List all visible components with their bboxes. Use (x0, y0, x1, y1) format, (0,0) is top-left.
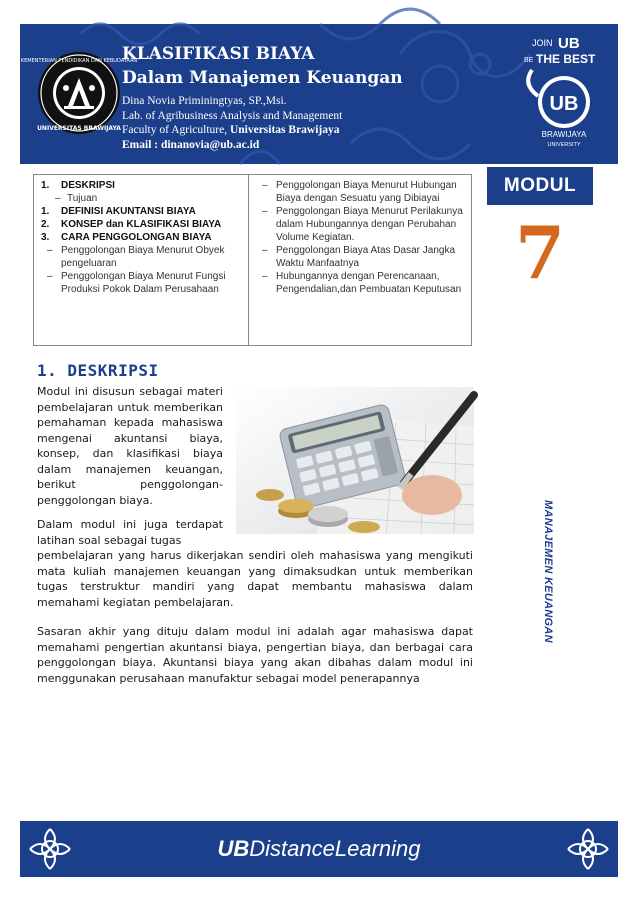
toc-divider (248, 175, 249, 345)
brand-distance-learning: DistanceLearning (249, 836, 421, 861)
toc-item: – Penggolongan Biaya Atas Dasar Jangka Waktu Manfaatnya (256, 244, 466, 270)
toc-item: – Penggolongan Biaya Menurut Fungsi Produksi Pokok Dalam Perusahaan (41, 270, 241, 296)
join-ub-logo (502, 32, 598, 150)
header-banner (20, 24, 618, 164)
title-line-2: Dalam Manajemen Keuangan (122, 68, 403, 88)
svg-text:BRAWIJAYA: BRAWIJAYA (541, 130, 587, 139)
svg-text:UNIVERSITY: UNIVERSITY (547, 142, 581, 148)
modul-number: 7 (514, 210, 566, 295)
toc-item-number: 1. (41, 206, 50, 217)
author-email: Email : dinanovia@ub.ac.id (122, 138, 260, 151)
faculty-line: Faculty of Agriculture, Universitas Brawijaya (122, 124, 340, 136)
footer-banner (20, 821, 618, 877)
author-name: Dina Novia Priminingtyas, SP.,Msi. (122, 95, 287, 107)
paragraph-intro: Modul ini disusun sebagai materi pembelajaran untuk memberikan pemahaman kepada mahasiswa mengenai akuntansi biaya, konsep, dan klasifikasi biaya dalam manajemen keuangan, berikut penggolongan-penggolongan biaya. (37, 385, 223, 507)
section-heading: 1. DESKRIPSI (37, 361, 159, 380)
toc-item: – Hubungannya dengan Perencanaan, Pengendalian,dan Pembuatan Keputusan (256, 270, 466, 296)
toc-item-number: 2. (41, 219, 50, 230)
toc-item-number: 3. (41, 232, 50, 243)
svg-text:JOIN: JOIN (532, 38, 553, 48)
paragraph-goal: Sasaran akhir yang dituju dalam modul ini adalah agar mahasiswa dapat memahami pengertian akuntansi biaya, pengertian biaya, dan berbagai cara penggolongan biaya. Akuntansi biaya yang akan dibahas dalam modul ini menggunakan perusahaan manufaktur sebagai model penerapannya (37, 625, 473, 685)
table-of-contents (33, 174, 472, 346)
toc-item: – Penggolongan Biaya Menurut Hubungan Biaya dengan Sesuatu yang Dibiayai (256, 179, 466, 205)
svg-text:THE BEST: THE BEST (536, 52, 596, 66)
toc-item (41, 218, 241, 231)
svg-text:UNIVERSITAS BRAWIJAYA: UNIVERSITAS BRAWIJAYA (37, 125, 121, 132)
title-line-1: KLASIFIKASI BIAYA (122, 44, 315, 64)
toc-item (41, 231, 241, 244)
toc-item-text: DEFINISI AKUNTANSI BIAYA (61, 206, 196, 217)
toc-item: – Penggolongan Biaya Menurut Obyek pengeluaran (41, 244, 241, 270)
university-seal (20, 50, 138, 136)
modul-badge: MODUL (487, 167, 593, 205)
toc-item (41, 205, 241, 218)
university-name: Universitas Brawijaya (229, 124, 340, 136)
svg-text:UB: UB (558, 35, 580, 52)
toc-item-text: KONSEP dan KLASIFIKASI BIAYA (61, 219, 222, 230)
svg-text:UB: UB (549, 93, 579, 115)
lab-name: Lab. of Agribusiness Analysis and Management (122, 109, 343, 122)
author-info (122, 94, 342, 152)
toc-item (41, 179, 241, 192)
toc-item: – Tujuan (41, 192, 241, 205)
vertical-subject-label: MANAJEMEN KEUANGAN (542, 500, 554, 643)
paragraph-exercise: pembelajaran yang harus dikerjakan sendiri oleh mahasiswa yang mengikuti mata kuliah manajemen keuangan yang dimaksudkan untuk memberikan tugas terstruktur mandiri yang dapat membantu mahasiswa dalam memahami kegiatan pembelajaran. (37, 549, 473, 609)
document-title (122, 42, 403, 90)
toc-item: – Penggolongan Biaya Menurut Perilakunya dalam Hubungannya dengan Perubahan Volume Kegiatan. (256, 205, 466, 244)
svg-text:BE: BE (524, 57, 534, 64)
paragraph-exercise-start: Dalam modul ini juga terdapat latihan soal sebagai tugas (37, 518, 223, 547)
toc-column-right (256, 179, 466, 296)
svg-text:KEMENTERIAN PENDIDIKAN DAN KEB: KEMENTERIAN PENDIDIKAN DAN KEBUDAYAAN (20, 58, 138, 64)
toc-item-text: DESKRIPSI (61, 180, 115, 191)
calculator-photo (236, 387, 474, 534)
hand (402, 475, 462, 515)
toc-item-text: CARA PENGGOLONGAN BIAYA (61, 232, 212, 243)
toc-column-left (41, 179, 241, 296)
ub-distance-learning-brand (20, 821, 618, 877)
brand-ub: UB (217, 836, 250, 861)
toc-item-number: 1. (41, 180, 50, 191)
